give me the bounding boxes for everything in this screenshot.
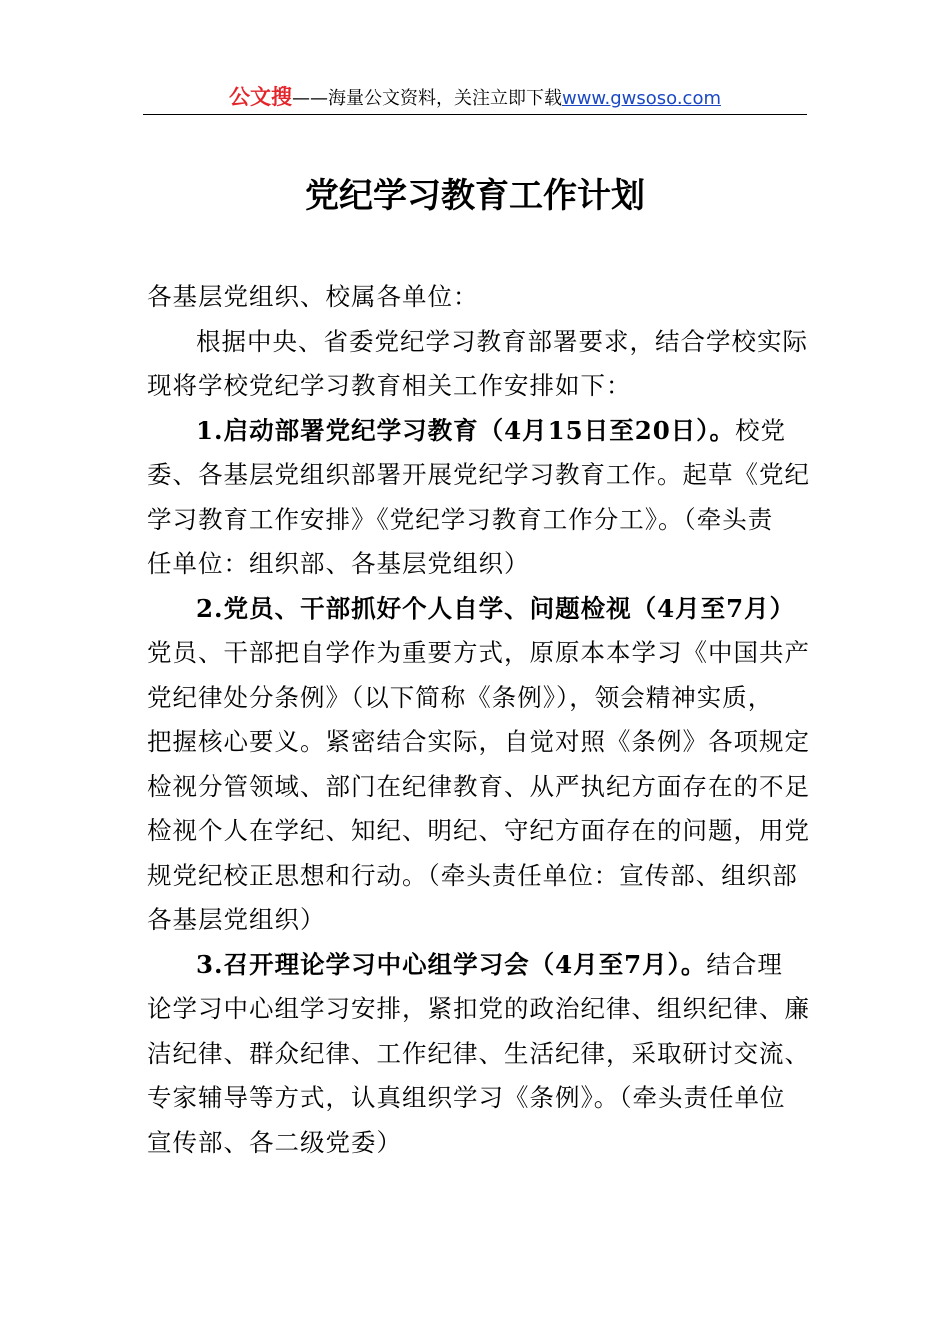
intro-line: 根据中央、省委党纪学习教育部署要求，结合学校实际 — [196, 326, 808, 356]
item-3-line: 洁纪律、群众纪律、工作纪律、生活纪律，采取研讨交流、 — [147, 1038, 810, 1068]
item-3-heading: 3.召开理论学习中心组学习会（4月至7月）。 — [196, 949, 707, 979]
item-2-line: 检视分管领域、部门在纪律教育、从严执纪方面存在的不足 — [147, 771, 810, 801]
item-1-text: 校党 — [735, 415, 787, 445]
item-1-line: 学习教育工作安排》《党纪学习教育工作分工》。（牵头责 — [147, 504, 774, 534]
item-3-text: 结合理 — [706, 949, 783, 979]
site-header — [143, 82, 807, 116]
item-2-line: 党员、干部把自学作为重要方式，原原本本学习《中国共产 — [147, 638, 810, 667]
item-2-line: 党纪律处分条例》（以下简称《条例》），领会精神实质， — [147, 682, 774, 712]
item-2-first-line — [147, 587, 811, 632]
item-1-line: 委、各基层党组织部署开展党纪学习教育工作。起草《党纪 — [147, 460, 810, 489]
intro-line: 现将学校党纪学习教育相关工作安排如下： — [147, 371, 632, 400]
item-3-line: 专家辅导等方式，认真组织学习《条例》。（牵头责任单位 — [147, 1083, 786, 1112]
header-divider — [143, 114, 807, 115]
brand-logo-text: 公文搜 — [228, 85, 292, 109]
item-2-line: 检视个人在学纪、知纪、明纪、守纪方面存在的问题，用党 — [147, 816, 810, 845]
item-3-line: 宣传部、各二级党委） — [147, 1127, 402, 1157]
item-1-first-line — [147, 409, 811, 454]
header-tagline: ——海量公文资料，关注立即下载 — [291, 88, 562, 109]
document-title: 党纪学习教育工作计划 — [305, 176, 645, 216]
salutation: 各基层党组织、校属各单位： — [147, 282, 479, 311]
document-body — [147, 275, 811, 1165]
item-3-line: 论学习中心组学习安排，紧扣党的政治纪律、组织纪律、廉 — [147, 994, 810, 1023]
item-2-line: 各基层党组织） — [147, 905, 326, 934]
item-1-line: 任单位：组织部、各基层党组织） — [147, 549, 530, 578]
item-1-heading: 1.启动部署党纪学习教育（4月15日至20日）。 — [196, 415, 736, 445]
item-2-line: 规党纪校正思想和行动。（牵头责任单位：宣传部、组织部 — [147, 860, 798, 890]
item-3-first-line — [147, 943, 811, 988]
item-2-heading: 2.党员、干部抓好个人自学、问题检视（4月至7月） — [196, 593, 796, 623]
item-2-line: 把握核心要义。紧密结合实际，自觉对照《条例》各项规定 — [147, 727, 810, 756]
site-link[interactable]: www.gwsoso.com — [561, 88, 721, 109]
